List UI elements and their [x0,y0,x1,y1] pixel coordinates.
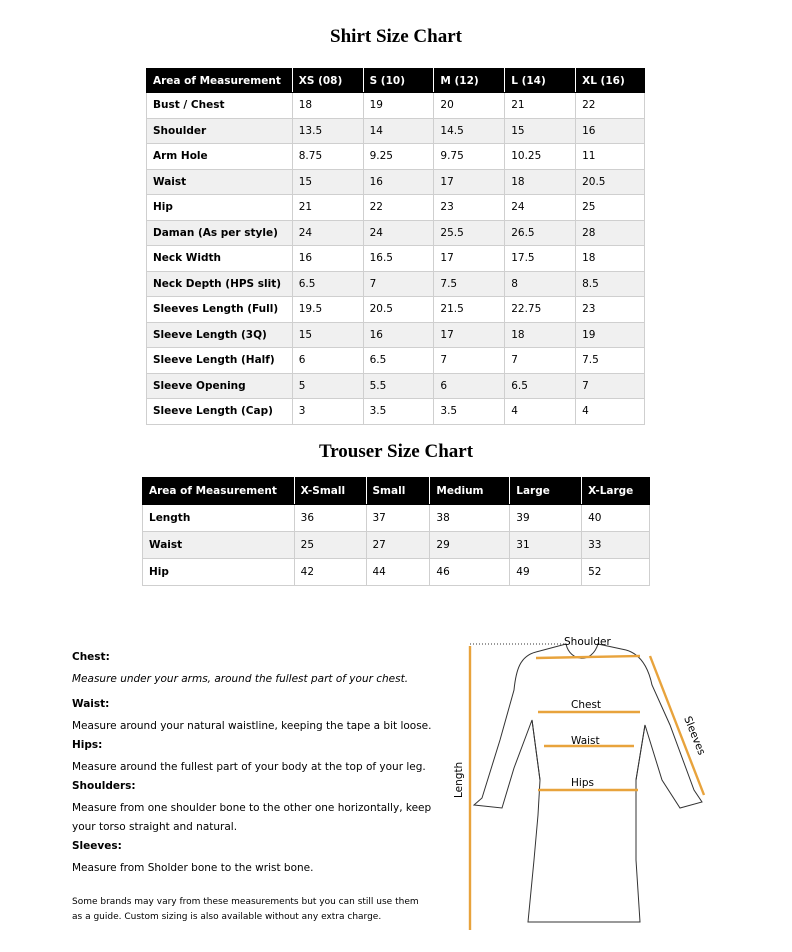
trouser-header-cell: X-Small [294,478,366,505]
shirt-value-cell: 17.5 [505,246,576,272]
shirt-row-label: Hip [147,195,293,221]
shirt-value-cell: 20 [434,93,505,119]
shirt-value-cell: 13.5 [292,118,363,144]
shirt-value-cell: 7 [505,348,576,374]
shirt-table-row [147,195,645,221]
trouser-row-label: Length [143,505,295,532]
trouser-value-cell: 42 [294,559,366,586]
shirt-value-cell: 15 [292,322,363,348]
shirt-value-cell: 21.5 [434,297,505,323]
shirt-value-cell: 24 [363,220,434,246]
shirt-value-cell: 22 [576,93,645,119]
shirt-value-cell: 6.5 [363,348,434,374]
trouser-row-label: Hip [143,559,295,586]
diagram-hips-label: Hips [571,777,594,789]
diagram-chest-label: Chest [571,699,602,711]
trouser-value-cell: 37 [366,505,430,532]
shirt-header-cell: L (14) [505,69,576,93]
trouser-table-row [143,559,650,586]
shirt-value-cell: 17 [434,169,505,195]
shirt-row-label: Bust / Chest [147,93,293,119]
shirt-value-cell: 20.5 [576,169,645,195]
shirt-row-label: Neck Depth (HPS slit) [147,271,293,297]
shirt-value-cell: 7.5 [434,271,505,297]
shirt-row-label: Sleeve Length (Half) [147,348,293,374]
guide-waist-label: Waist: [72,698,110,710]
shirt-row-label: Sleeves Length (Full) [147,297,293,323]
trouser-value-cell: 29 [430,532,510,559]
diagram-shoulder-label: Shoulder [564,636,611,648]
trouser-value-cell: 39 [510,505,582,532]
shirt-value-cell: 6 [434,373,505,399]
shirt-value-cell: 14 [363,118,434,144]
guide-hips-label: Hips: [72,739,103,751]
trouser-value-cell: 52 [582,559,650,586]
shirt-table-body [147,93,645,425]
guide-shoulders-label: Shoulders: [72,780,136,792]
trouser-header-cell: Small [366,478,430,505]
shirt-value-cell: 14.5 [434,118,505,144]
sizing-note: Some brands may vary from these measurements but you can still use them as a guide. Custom sizing is also available without any extra charge. [72,897,419,922]
shirt-value-cell: 16 [363,169,434,195]
shirt-value-cell: 8.75 [292,144,363,170]
shirt-row-label: Sleeve Length (3Q) [147,322,293,348]
shirt-value-cell: 26.5 [505,220,576,246]
guide-chest-text: Measure under your arms, around the fullest part of your chest. [72,673,409,685]
shirt-value-cell: 25 [576,195,645,221]
guide-chest-label: Chest: [72,651,110,663]
shirt-value-cell: 19 [363,93,434,119]
trouser-value-cell: 25 [294,532,366,559]
trouser-header-cell: Area of Measurement [143,478,295,505]
shirt-header-cell: M (12) [434,69,505,93]
shirt-value-cell: 7 [363,271,434,297]
shirt-row-label: Shoulder [147,118,293,144]
shirt-header-cell: S (10) [363,69,434,93]
shirt-value-cell: 21 [505,93,576,119]
diagram-sleeves-label: Sleeves [681,714,708,757]
trouser-table-row [143,532,650,559]
shirt-value-cell: 23 [576,297,645,323]
trouser-header-cell: Large [510,478,582,505]
shirt-value-cell: 11 [576,144,645,170]
shirt-value-cell: 25.5 [434,220,505,246]
trouser-value-cell: 31 [510,532,582,559]
shirt-value-cell: 18 [576,246,645,272]
shirt-value-cell: 5.5 [363,373,434,399]
trouser-value-cell: 40 [582,505,650,532]
shirt-value-cell: 18 [292,93,363,119]
guide-hips-text: Measure around the fullest part of your body at the top of your leg. [72,761,426,773]
trouser-header-row [143,478,650,505]
trouser-size-table [142,477,650,586]
shirt-header-cell: Area of Measurement [147,69,293,93]
shirt-value-cell: 19.5 [292,297,363,323]
shirt-value-cell: 23 [434,195,505,221]
shirt-value-cell: 9.25 [363,144,434,170]
shirt-table-row [147,169,645,195]
shirt-value-cell: 7 [434,348,505,374]
shirt-header-cell: XL (16) [576,69,645,93]
trouser-header-cell: X-Large [582,478,650,505]
shirt-table-row [147,220,645,246]
trouser-table-row [143,505,650,532]
diagram-length-label: Length [453,761,465,798]
trouser-value-cell: 38 [430,505,510,532]
trouser-value-cell: 46 [430,559,510,586]
shirt-table-row [147,297,645,323]
shirt-value-cell: 15 [505,118,576,144]
diagram-waist-label: Waist [571,735,600,747]
trouser-value-cell: 44 [366,559,430,586]
shirt-value-cell: 17 [434,246,505,272]
shirt-table-row [147,399,645,425]
shirt-value-cell: 24 [505,195,576,221]
shirt-value-cell: 8.5 [576,271,645,297]
shirt-value-cell: 21 [292,195,363,221]
shirt-value-cell: 3.5 [434,399,505,425]
shirt-value-cell: 3 [292,399,363,425]
shirt-row-label: Waist [147,169,293,195]
shirt-value-cell: 24 [292,220,363,246]
shirt-value-cell: 6 [292,348,363,374]
shirt-table-row [147,246,645,272]
shirt-row-label: Arm Hole [147,144,293,170]
shirt-value-cell: 16 [292,246,363,272]
shirt-value-cell: 18 [505,322,576,348]
shirt-value-cell: 18 [505,169,576,195]
shirt-row-label: Sleeve Length (Cap) [147,399,293,425]
shoulder-tape-line [536,656,640,658]
shirt-value-cell: 22 [363,195,434,221]
trouser-table-body [143,505,650,586]
shirt-value-cell: 22.75 [505,297,576,323]
shirt-value-cell: 7.5 [576,348,645,374]
shirt-value-cell: 5 [292,373,363,399]
shirt-size-table [146,68,645,425]
measurement-guide [72,650,432,880]
shirt-table-row [147,373,645,399]
shirt-value-cell: 8 [505,271,576,297]
shirt-value-cell: 28 [576,220,645,246]
shirt-row-label: Daman (As per style) [147,220,293,246]
guide-sleeves-text: Measure from Sholder bone to the wrist bone. [72,862,314,874]
shirt-value-cell: 16 [363,322,434,348]
shirt-table-row [147,322,645,348]
shirt-row-label: Neck Width [147,246,293,272]
shirt-table-row [147,348,645,374]
guide-waist-text: Measure around your natural waistline, keeping the tape a bit loose. [72,720,432,732]
trouser-value-cell: 27 [366,532,430,559]
trouser-value-cell: 36 [294,505,366,532]
trouser-value-cell: 49 [510,559,582,586]
guide-sleeves-label: Sleeves: [72,840,122,852]
shirt-value-cell: 20.5 [363,297,434,323]
shirt-table-row [147,93,645,119]
shirt-table-row [147,271,645,297]
shirt-chart-title: Shirt Size Chart [330,26,462,47]
shirt-value-cell: 9.75 [434,144,505,170]
shirt-value-cell: 6.5 [505,373,576,399]
shirt-value-cell: 16 [576,118,645,144]
shirt-header-cell: XS (08) [292,69,363,93]
shirt-value-cell: 7 [576,373,645,399]
shirt-value-cell: 17 [434,322,505,348]
guide-shoulders-text: Measure from one shoulder bone to the other one horizontally, keep your torso straight and natural. [72,802,432,833]
garment-measurement-diagram [440,630,740,940]
trouser-header-cell: Medium [430,478,510,505]
shirt-value-cell: 19 [576,322,645,348]
shirt-value-cell: 15 [292,169,363,195]
shirt-value-cell: 4 [505,399,576,425]
shirt-row-label: Sleeve Opening [147,373,293,399]
shirt-value-cell: 10.25 [505,144,576,170]
trouser-row-label: Waist [143,532,295,559]
shirt-value-cell: 6.5 [292,271,363,297]
shirt-table-row [147,118,645,144]
shirt-table-row [147,144,645,170]
shirt-value-cell: 16.5 [363,246,434,272]
shirt-header-row [147,69,645,93]
trouser-value-cell: 33 [582,532,650,559]
shirt-value-cell: 3.5 [363,399,434,425]
shirt-value-cell: 4 [576,399,645,425]
trouser-chart-title: Trouser Size Chart [318,441,474,462]
